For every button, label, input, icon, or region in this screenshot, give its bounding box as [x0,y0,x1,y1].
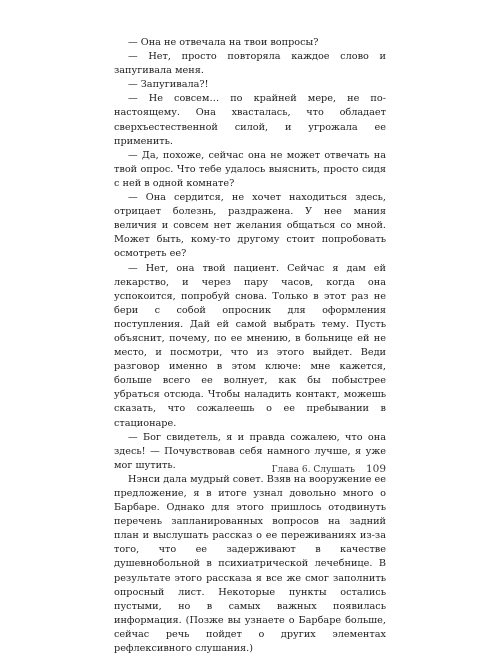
page-footer [272,457,386,476]
paragraph: — Не совсем… по крайней мере, не по-настоящему. Она хвасталась, что обладает сверхъестественной силой, и угрожала ее применить. [114,93,386,147]
page-number: 109 [365,463,386,475]
page-text-block [114,36,386,656]
paragraph: — Бог свидетель, я и правда сожалею, что она здесь! — Почувствовав себя намного лучше, я уже мог шутить. [114,431,386,471]
paragraph: — Да, похоже, сейчас она не может отвечать на твой опрос. Что тебе удалось выяснить, просто сидя с ней в одной комнате? [114,149,386,189]
paragraph: Нэнси дала мудрый совет. Взяв на вооружение ее предложение, я в итоге узнал довольно много о Барбаре. Однако для этого пришлось отодвинуть перечень запланированных вопросов на задний план и выслушать рассказ о ее переживаниях из-за того, что ее задерживают в качестве душевнобольной в психиатрической лечебнице. В результате этого рассказа я все же смог заполнить опросный лист. Некоторые пункты остались пустыми, но в самых важных появилась информация. (Позже вы узнаете о Барбаре больше, сейчас речь пойдет о других элементах рефлексивного слушания.) [114,473,386,655]
paragraph: — Она не отвечала на твои вопросы? [128,37,319,48]
paragraph: — Нет, она твой пациент. Сейчас я дам ей лекарство, и через пару часов, когда она успокоится, попробуй снова. Только в этот раз не бери с собой опросник для оформления поступления. Дай ей самой выбрать тему. Пусть объяснит, почему, по ее мнению, в больнице ей не место, и посмотри, что из этого выйдет. Веди разговор именно в этом ключе: мне кажется, больше всего ее волнует, как бы побыстрее убраться отсюда. Чтобы наладить контакт, можешь сказать, что сожалеешь о ее пребывании в стационаре. [114,262,386,429]
paragraph: — Запугивала?! [128,79,209,91]
paragraph: — Нет, просто повторяла каждое слово и запугивала меня. [114,51,386,77]
paragraph: — Она сердится, не хочет находиться здесь, отрицает болезнь, раздражена. У нее мания величия и совсем нет желания общаться со мной. Может быть, кому-то другому стоит попробовать осмотреть ее? [114,192,386,260]
chapter-title: Глава 6. Слушать [271,465,355,475]
